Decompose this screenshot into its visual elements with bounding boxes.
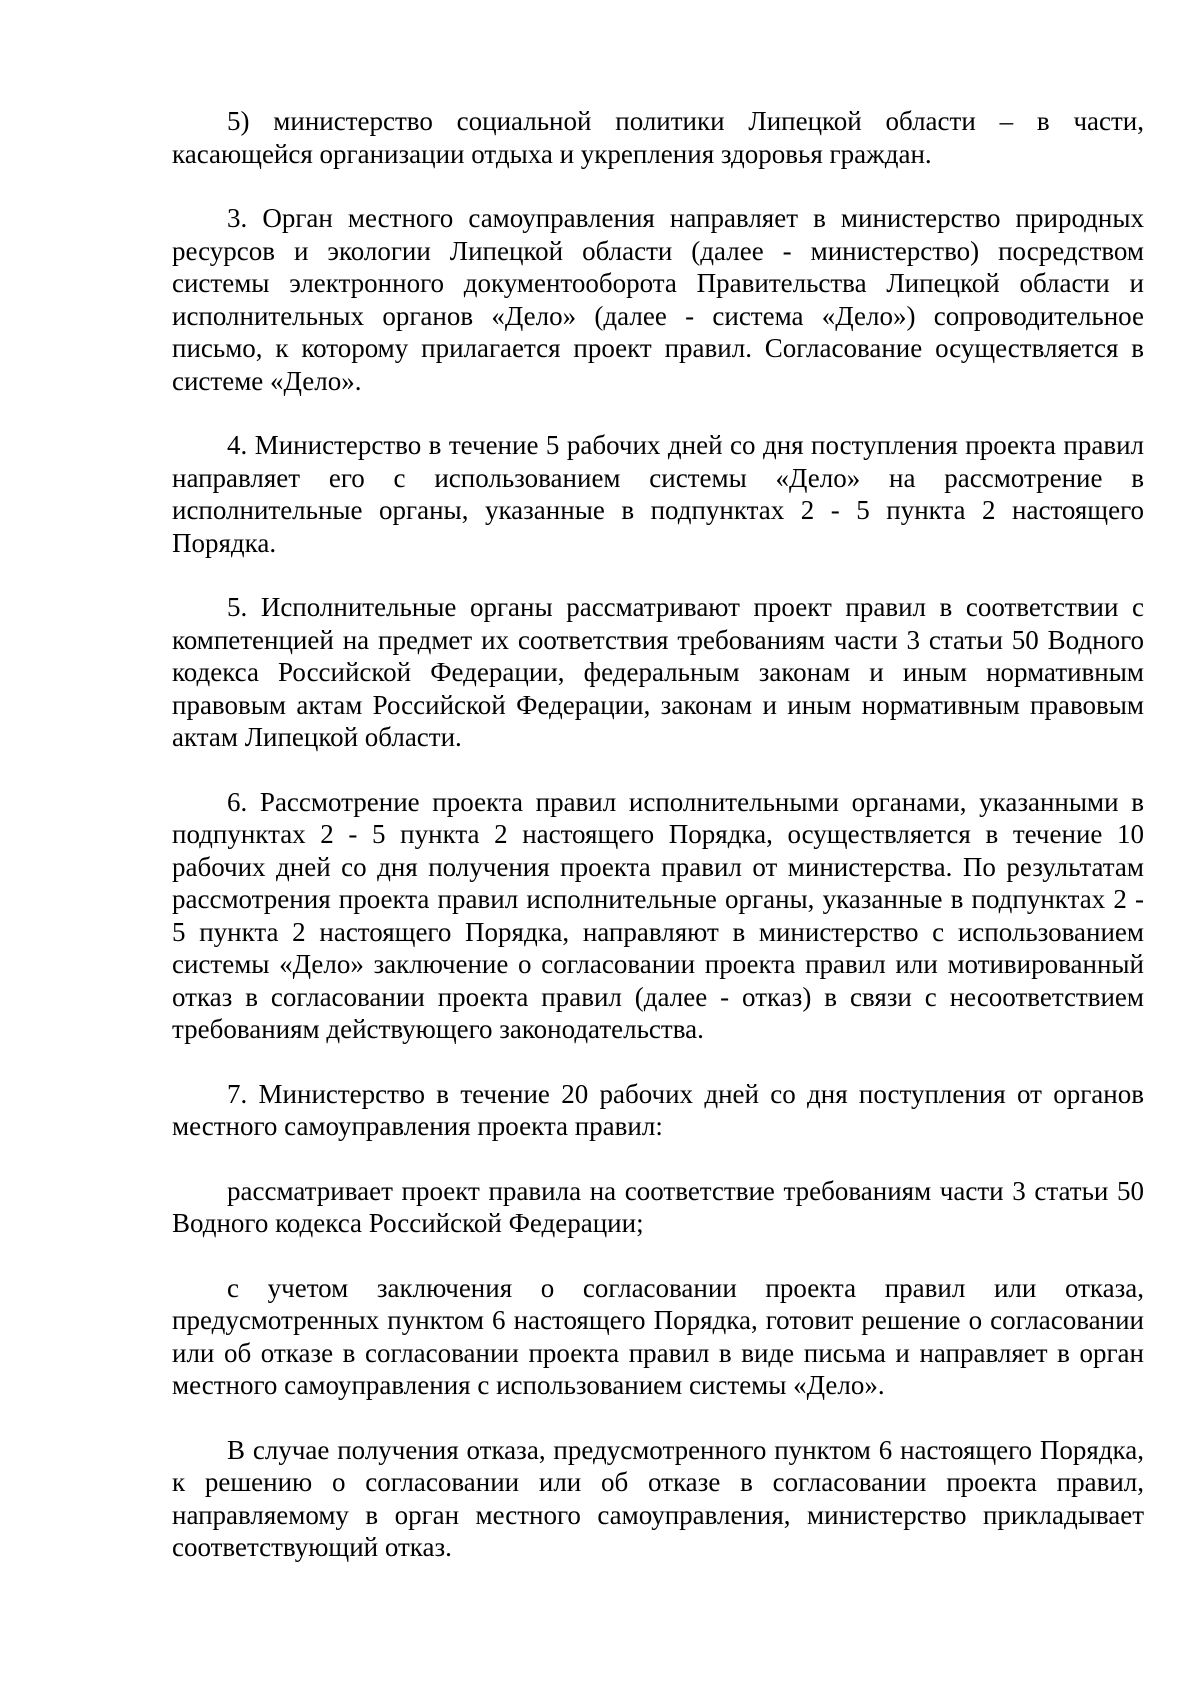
paragraph-item-7: 7. Министерство в течение 20 рабочих дней со дня поступления от органов местного самоуправления проекта правил: <box>172 1078 1144 1141</box>
paragraph-item-4: 4. Министерство в течение 5 рабочих дней со дня поступления проекта правил направляет его с использованием системы «Дело» на рассмотрение в исполнительные органы, указанные в подпунктах 2 - 5 пункта 2 настоящего Порядка. <box>172 430 1144 558</box>
paragraph-subitem-5: 5) министерство социальной политики Липецкой области – в части, касающейся организации отдыха и укрепления здоровья граждан. <box>172 106 1144 169</box>
paragraph-item-6: 6. Рассмотрение проекта правил исполнительными органами, указанными в подпунктах 2 - 5 пункта 2 настоящего Порядка, осуществляется в течение 10 рабочих дней со дня получения проекта правил от министерства. По результатам рассмотрения проекта правил исполнительные органы, указанные в подпунктах 2 - 5 пункта 2 настоящего Порядка, направляют в министерство с использованием системы «Дело» заключение о согласовании проекта правил или мотивированный отказ в согласовании проекта правил (далее - отказ) в связи с несоответствием требованиям действующего законодательства. <box>172 786 1144 1044</box>
paragraph-item-7-clause-2: с учетом заключения о согласовании проекта правил или отказа, предусмотренных пунктом 6 настоящего Порядка, готовит решение о согласовании или об отказе в согласовании проекта правил в виде письма и направляет в орган местного самоуправления с использованием системы «Дело». <box>172 1272 1144 1400</box>
document-page <box>172 105 1144 1596</box>
paragraph-item-3: 3. Орган местного самоуправления направляет в министерство природных ресурсов и экологии Липецкой области (далее - министерство) посредством системы электронного документооборота Правительства Липецкой области и исполнительных органов «Дело» (далее - система «Дело») сопроводительное письмо, к которому прилагается проект правил. Согласование осуществляется в системе «Дело». <box>172 203 1144 396</box>
paragraph-item-5: 5. Исполнительные органы рассматривают проект правил в соответствии с компетенцией на предмет их соответствия требованиям части 3 статьи 50 Водного кодекса Российской Федерации, федеральным законам и иным нормативным правовым актам Российской Федерации, законам и иным нормативным правовым актам Липецкой области. <box>172 592 1144 752</box>
paragraph-refusal-attachment: В случае получения отказа, предусмотренного пунктом 6 настоящего Порядка, к решению о согласовании или об отказе в согласовании проекта правил, направляемому в орган местного самоуправления, министерство прикладывает соответствующий отказ. <box>172 1434 1144 1562</box>
paragraph-item-7-clause-1: рассматривает проект правила на соответствие требованиям части 3 статьи 50 Водного кодекса Российской Федерации; <box>172 1175 1144 1238</box>
